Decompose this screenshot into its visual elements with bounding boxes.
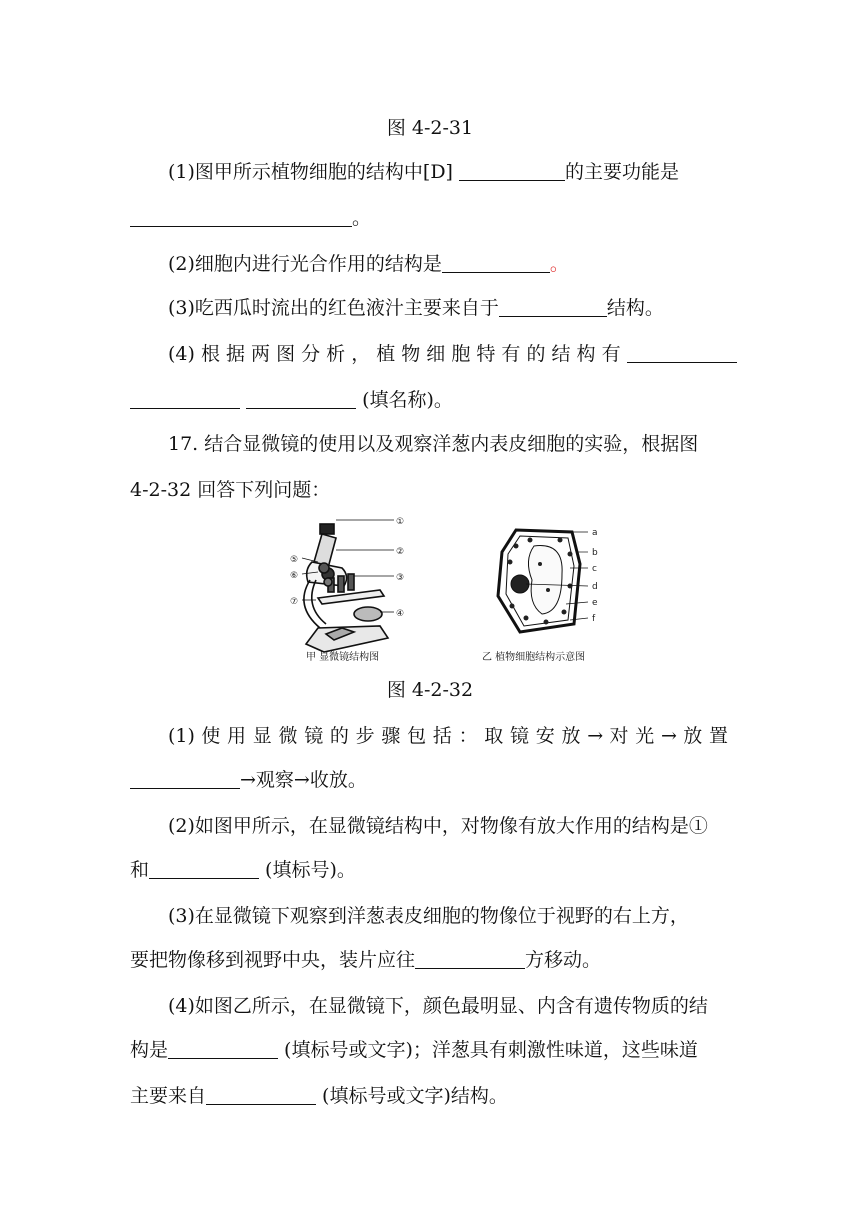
q17-part4-line1: (4)如图乙所示，在显微镜下，颜色最明显、内含有遗传物质的结	[168, 995, 708, 1017]
answer-blank[interactable]	[415, 948, 525, 969]
q17-part1-line1: (1) 使 用 显 微 镜 的 步 骤 包 括 ： 取 镜 安 放 → 对 光 → 放 置	[168, 725, 728, 747]
microscope-label-4: ④	[396, 609, 405, 619]
q16-part3	[168, 294, 664, 322]
q16-part2	[168, 250, 569, 278]
microscope-label-1: ①	[396, 517, 405, 527]
answer-blank[interactable]	[130, 388, 240, 409]
answer-blank[interactable]	[627, 342, 737, 363]
q17-part3-text-b: 要把物像移到视野中央，装片应往	[130, 949, 416, 971]
q17-part2-line2	[130, 856, 356, 884]
answer-blank[interactable]	[246, 388, 356, 409]
q17-part4-text-c: (填标号或文字)；洋葱具有刺激性味道，这些味道	[278, 1039, 698, 1061]
q16-part2-text-a: (2)细胞内进行光合作用的结构是	[168, 253, 442, 275]
q17-part4-text-b: 构是	[130, 1039, 169, 1061]
q17-intro-line2: 4-2-32 回答下列问题：	[130, 479, 331, 501]
microscope-label-6: ⑥	[290, 571, 299, 581]
answer-blank[interactable]	[442, 252, 550, 273]
q17-part2-text-c: (填标号)。	[259, 859, 356, 881]
q17-part2-line1: (2)如图甲所示，在显微镜结构中，对物像有放大作用的结构是①	[168, 815, 708, 837]
q17-part4-line2	[130, 1036, 698, 1064]
q16-part4-text-a: (4) 根 据 两 图 分 析 ， 植 物 细 胞 特 有 的 结 构 有	[168, 343, 627, 365]
q16-part1-text-c: 。	[352, 207, 372, 229]
cell-label-b: b	[592, 548, 598, 558]
q16-part1-text-a: (1)图甲所示植物细胞的结构中[D]	[168, 161, 460, 183]
answer-blank[interactable]	[130, 768, 240, 789]
q16-part1-text-b: 的主要功能是	[565, 161, 680, 183]
q17-part4-text-e: (填标号或文字)结构。	[316, 1085, 508, 1107]
microscope-diagram	[284, 510, 424, 666]
figure-caption-4-2-32: 图 4-2-32	[386, 679, 474, 701]
q17-intro-line1: 17. 结合显微镜的使用以及观察洋葱内表皮细胞的实验，根据图	[168, 433, 699, 455]
answer-blank[interactable]	[206, 1084, 316, 1105]
answer-blank[interactable]	[459, 160, 565, 181]
microscope-label-7: ⑦	[290, 597, 299, 607]
microscope-label-2: ②	[396, 547, 405, 557]
q16-part1-line2	[130, 204, 371, 232]
q16-part1-line1	[168, 158, 679, 186]
q16-part3-text-b: 结构。	[606, 297, 664, 319]
plant-cell-diagram	[476, 524, 626, 666]
q16-part4-text-b: (填名称)。	[356, 389, 453, 411]
q16-part4-line1	[168, 340, 737, 368]
q17-part4-text-d: 主要来自	[130, 1085, 207, 1107]
q16-part2-text-b: 。	[549, 253, 569, 275]
cell-label-e: e	[592, 598, 598, 608]
q17-part2-text-b: 和	[130, 859, 150, 881]
answer-blank[interactable]	[499, 296, 607, 317]
cell-caption: 乙 植物细胞结构示意图	[482, 652, 586, 663]
q17-part1-line2	[130, 766, 367, 794]
q17-part3-line1: (3)在显微镜下观察到洋葱表皮细胞的物像位于视野的右上方，	[168, 905, 689, 927]
microscope-caption: 甲 显微镜结构图	[306, 652, 380, 663]
figure-caption-4-2-31: 图 4-2-31	[386, 117, 474, 139]
answer-blank[interactable]	[168, 1038, 278, 1059]
answer-blank[interactable]	[149, 858, 259, 879]
q16-part4-line2	[130, 386, 453, 414]
answer-blank[interactable]	[130, 206, 352, 227]
q17-part4-line3	[130, 1082, 508, 1110]
cell-label-a: a	[592, 528, 598, 538]
cell-label-c: c	[592, 564, 597, 574]
microscope-label-5: ⑤	[290, 555, 299, 565]
cell-label-d: d	[592, 582, 598, 592]
q17-part1-text-b: →观察→收放。	[240, 769, 367, 791]
q17-part3-line2	[130, 946, 601, 974]
microscope-label-3: ③	[396, 573, 405, 583]
q16-part3-text-a: (3)吃西瓜时流出的红色液汁主要来自于	[168, 297, 499, 319]
cell-label-f: f	[592, 614, 596, 624]
q17-part3-text-c: 方移动。	[525, 949, 602, 971]
